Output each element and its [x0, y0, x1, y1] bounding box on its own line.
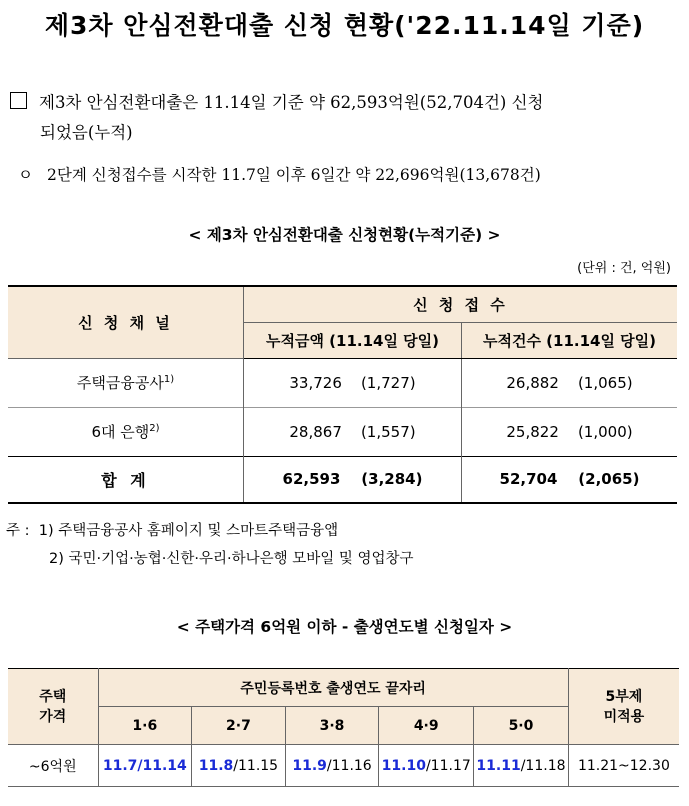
date-cell: 11.7/11.14	[98, 745, 192, 787]
date-cell: 11.8/11.15	[192, 745, 286, 787]
total-label: 합 계	[8, 456, 244, 503]
footnotes	[6, 517, 414, 573]
amount-cell: 33,726 (1,727)	[244, 358, 462, 407]
schedule-table	[8, 668, 679, 787]
digit-header: 2·7	[192, 707, 286, 745]
channel-cell: 6대 은행$^{2)}$	[8, 407, 244, 456]
total-amount: 62,593 (3,284)	[244, 456, 462, 503]
table1-title: < 제3차 안심전환대출 신청현황(누적기준) >	[188, 226, 501, 244]
circle-bullet-icon: ㅇ	[18, 166, 33, 184]
col-amount: 누적금액 (11.14일 당일)	[244, 322, 462, 358]
count-cell: 25,822 (1,000)	[462, 407, 678, 456]
table-row	[8, 745, 679, 787]
summary-line2: 되었음(누적)	[40, 123, 133, 142]
total-count: 52,704 (2,065)	[462, 456, 678, 503]
table2-title: < 주택가격 6억원 이하 - 출생연도별 신청일자 >	[176, 618, 513, 636]
total-row	[8, 456, 677, 503]
digit-header: 1·6	[98, 707, 192, 745]
checkbox-square-icon	[10, 92, 27, 109]
col-birth-digit: 주민등록번호 출생연도 끝자리	[98, 669, 568, 707]
exempt-cell: 11.21~12.30	[568, 745, 679, 787]
price-cell: ~6억원	[8, 745, 98, 787]
unit-label: (단위 : 건, 억원)	[577, 261, 671, 276]
date-cell: 11.9/11.16	[285, 745, 379, 787]
col-price: 주택 가격	[8, 669, 98, 745]
col-count: 누적건수 (11.14일 당일)	[462, 322, 678, 358]
amount-cell: 28,867 (1,557)	[244, 407, 462, 456]
date-cell: 11.11/11.18	[474, 745, 569, 787]
col-channel: 신 청 채 널	[8, 286, 244, 358]
count-cell: 26,882 (1,065)	[506, 373, 633, 392]
channel-cell: 주택금융공사$^{1)}$	[8, 358, 244, 407]
digit-header: 5·0	[474, 707, 569, 745]
footnote-1: 1) 주택금융공사 홈페이지 및 스마트주택금융앱	[38, 523, 339, 539]
digit-header: 4·9	[379, 707, 474, 745]
sub-bullet-text: 2단계 신청접수를 시작한 11.7일 이후 6일간 약 22,696억원(13,678건)	[46, 166, 541, 184]
footnote-2: 2) 국민·기업·농협·신한·우리·하나은행 모바일 및 영업창구	[49, 551, 414, 567]
digit-header: 3·8	[285, 707, 379, 745]
col-exempt: 5부제 미적용	[568, 669, 679, 745]
table-row	[8, 358, 677, 407]
summary-bullet	[10, 88, 680, 148]
table-row	[8, 407, 677, 456]
footnote-prefix: 주 :	[6, 523, 30, 539]
date-cell: 11.10/11.17	[379, 745, 474, 787]
page-title: 제3차 안심전환대출 신청 현황('22.11.14일 기준)	[44, 11, 645, 40]
summary-line1: 제3차 안심전환대출은 11.14일 기준 약 62,593억원(52,704건) 신청	[39, 93, 544, 112]
sub-bullet	[18, 163, 541, 185]
col-group: 신 청 접 수	[244, 286, 678, 322]
application-table	[8, 285, 677, 504]
